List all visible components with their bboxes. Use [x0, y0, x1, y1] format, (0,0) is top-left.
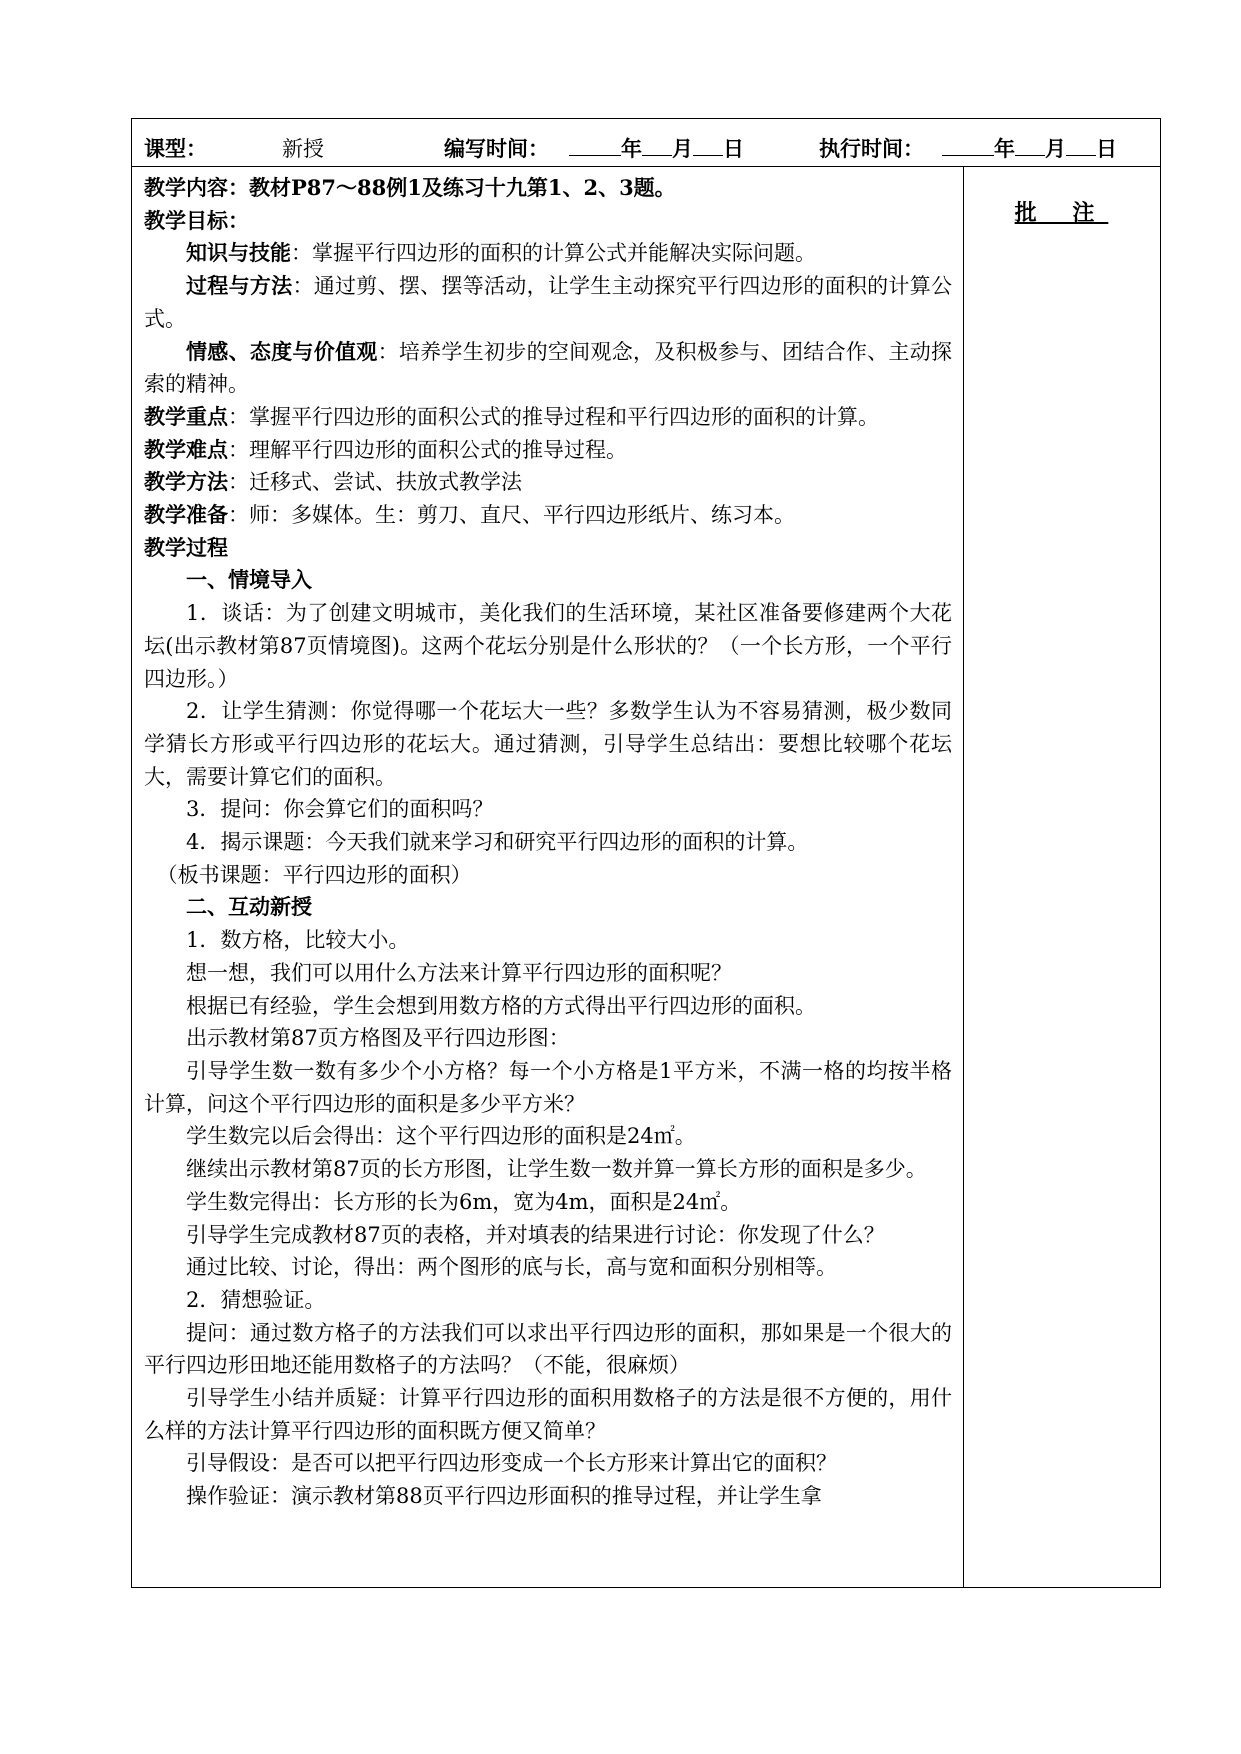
method-label: 教学方法 — [144, 469, 228, 495]
teaching-content: 教材P87～88例1及练习十九第1、2、3题。 — [249, 175, 676, 200]
header-row — [132, 119, 1160, 167]
prep-label: 教学准备 — [144, 502, 228, 528]
section-1-para-1: 1．谈话：为了创建文明城市，美化我们的生活环境，某社区准备要修建两个大花坛(出示教材第87页情境图)。这两个花坛分别是什么形状的？（一个长方形，一个平行四边形。） — [144, 601, 952, 691]
section-2-para-11: 2．猜想验证。 — [186, 1287, 326, 1312]
section-1-para-2: 2．让学生猜测：你觉得哪一个花坛大一些？多数学生认为不容易猜测，极少数同学猜长方形或平行四边形的花坛大。通过猜测，引导学生总结出：要想比较哪个花坛大，需要计算它们的面积。 — [144, 699, 952, 789]
process-label: 教学过程 — [144, 534, 228, 560]
annotation-label: 批 注 — [1014, 200, 1109, 226]
teaching-content-label: 教学内容： — [144, 175, 249, 200]
section-2-para-8: 学生数完得出：长方形的长为6m，宽为4m，面积是24㎡。 — [186, 1189, 742, 1214]
method-text: ：迁移式、尝试、扶放式教学法 — [228, 470, 522, 495]
key-point-text: ：掌握平行四边形的面积公式的推导过程和平行四边形的面积的计算。 — [228, 404, 879, 429]
section-2-title: 二、互动新授 — [186, 894, 312, 920]
section-1-para-5: （板书课题：平行四边形的面积） — [156, 862, 472, 887]
section-2-para-4: 出示教材第87页方格图及平行四边形图： — [186, 1026, 570, 1051]
goals-label: 教学目标： — [144, 207, 249, 233]
section-2-para-13: 引导学生小结并质疑：计算平行四边形的面积用数格子的方法是很不方便的，用什么样的方法计算平行四边形的面积既方便又简单？ — [144, 1386, 952, 1443]
lesson-plan-table — [131, 118, 1161, 1588]
section-1-title: 一、情境导入 — [186, 567, 312, 593]
section-2-para-10: 通过比较、讨论，得出：两个图形的底与长，高与宽和面积分别相等。 — [186, 1255, 837, 1280]
exec-time-fields: 年 月 日 — [942, 133, 1117, 163]
goal2-label: 过程与方法 — [186, 273, 293, 299]
section-2-para-6: 学生数完以后会得出：这个平行四边形的面积是24㎡。 — [186, 1124, 696, 1149]
goal1-label: 知识与技能 — [186, 240, 291, 266]
section-2-para-1: 1．数方格，比较大小。 — [186, 928, 410, 953]
goal3-label: 情感、态度与价值观 — [186, 338, 378, 364]
section-2-para-12: 提问：通过数方格子的方法我们可以求出平行四边形的面积，那如果是一个很大的平行四边形田地还能用数格子的方法吗？（不能，很麻烦） — [144, 1320, 952, 1378]
annotation-column — [963, 166, 1160, 1587]
content-column — [132, 166, 964, 1587]
type-value: 新授 — [282, 137, 324, 161]
goal1-text: ：掌握平行四边形的面积的计算公式并能解决实际问题。 — [291, 241, 816, 266]
difficult-point-label: 教学难点 — [144, 436, 228, 462]
lesson-content — [144, 172, 952, 1513]
section-1-para-4: 4．揭示课题：今天我们就来学习和研究平行四边形的面积的计算。 — [186, 830, 809, 855]
prep-text: ：师：多媒体。生：剪刀、直尺、平行四边形纸片、练习本。 — [228, 503, 795, 528]
section-2-para-15: 操作验证：演示教材第88页平行四边形面积的推导过程，并让学生拿 — [186, 1484, 822, 1509]
section-1-para-3: 3．提问：你会算它们的面积吗？ — [186, 797, 494, 822]
exec-time-label: 执行时间： — [819, 136, 924, 161]
section-2-para-7: 继续出示教材第87页的长方形图，让学生数一数并算一算长方形的面积是多少。 — [186, 1157, 927, 1182]
goal3-text: ：培养学生初步的空间观念，及积极参与、团结合作、主动探索的精神。 — [144, 339, 953, 397]
section-2-para-2: 想一想，我们可以用什么方法来计算平行四边形的面积呢？ — [186, 960, 732, 985]
difficult-point-text: ：理解平行四边形的面积公式的推导过程。 — [228, 437, 627, 462]
section-2-para-3: 根据已有经验，学生会想到用数方格的方式得出平行四边形的面积。 — [186, 993, 816, 1018]
goal2-text: ：通过剪、摆、摆等活动，让学生主动探究平行四边形的面积的计算公式。 — [144, 274, 953, 331]
write-time-label: 编写时间： — [444, 136, 549, 161]
section-2-para-9: 引导学生完成教材87页的表格，并对填表的结果进行讨论：你发现了什么？ — [186, 1222, 885, 1247]
key-point-label: 教学重点 — [144, 403, 228, 429]
type-label: 课型： — [144, 136, 207, 161]
section-2-para-14: 引导假设：是否可以把平行四边形变成一个长方形来计算出它的面积？ — [186, 1451, 837, 1476]
section-2-para-5: 引导学生数一数有多少个小方格？每一个小方格是1平方米，不满一格的均按半格计算，问这个平行四边形的面积是多少平方米？ — [144, 1058, 952, 1116]
write-time-fields: 年 月 日 — [569, 133, 744, 163]
